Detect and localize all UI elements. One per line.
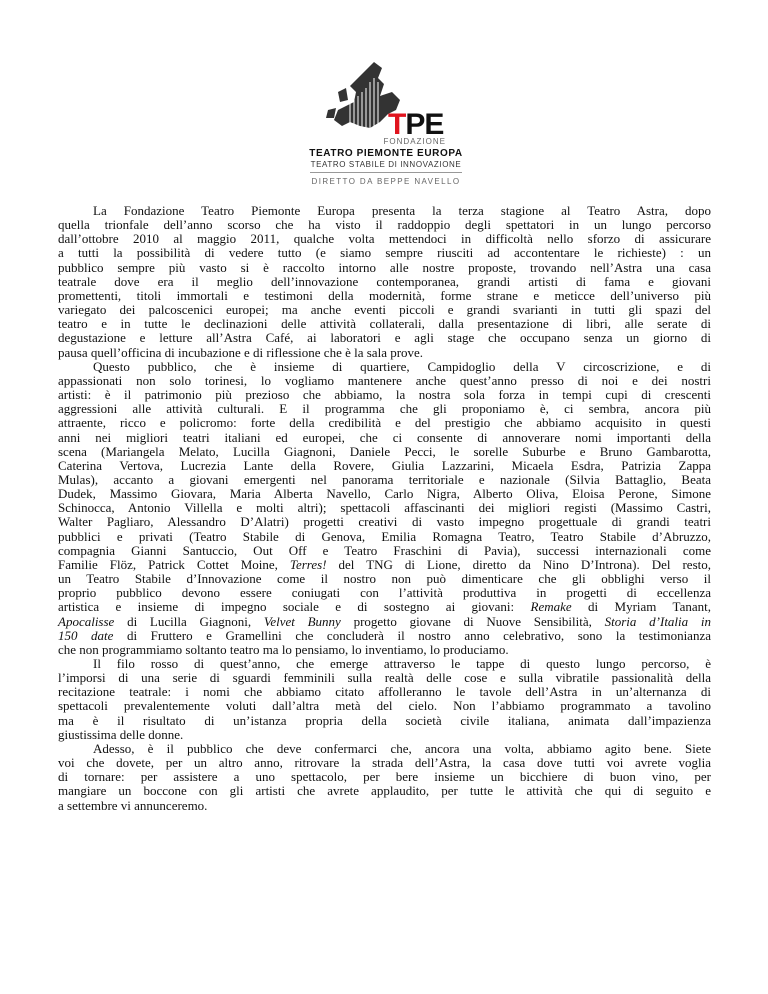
paragraph-line: spettacoli prevalentemente voluti dall’altra metà del cielo. Non l’abbiamo programmato a tavolino [58,698,711,714]
logo-fondazione: FONDAZIONE [383,137,446,146]
text-segment: di Fruttero e Gramellini che concluderà il nostro anno celebrativo, sono la testimonianza [113,627,711,643]
paragraph-line: Questo pubblico, che è insieme di quartiere, Campidoglio della V circoscrizione, e di [93,358,711,374]
tpe-logo [296,58,476,198]
logo-director: DIRETTO DA BEPPE NAVELLO [311,177,461,186]
logo-graphic [326,58,446,136]
paragraph-line: La Fondazione Teatro Piemonte Europa presenta la terza stagione al Teatro Astra, dopo [93,203,711,218]
paragraph-line: variegato dei palcoscenici europei; ma anche eventi piccoli e grandi svarianti in tutti gli spazi del [58,302,711,318]
paragraph-line: quella trionfale dell’anno scorso che ha visto il raddoppio degli spettatori in un lungo percorso [58,217,711,233]
svg-text:TPE [388,108,443,136]
text-segment: di Myriam Tanant, [571,599,711,615]
paragraph-line: voi che dovete, per un altro anno, ritrovare la strada dell’Astra, la casa dove tutti voi avrete voglia [58,755,711,771]
paragraph-line: ma è il risultato di un’istanza propria della società civile italiana, animata dall’impazienza [58,712,711,728]
paragraph-line: mangiare un boccone con gli artisti che avrete applaudito, per tutte le attività che qui di seguito e [58,783,711,799]
text-segment: di Lucilla Giagnoni, [114,613,264,629]
paragraph-line: aggressioni alle attività culturali. E il programma che gli proponiamo è, ci sembra, ancora più [58,401,711,417]
logo-subtitle: TEATRO STABILE DI INNOVAZIONE [310,160,462,169]
paragraph-line: pausa quell’officina di incubazione e di riflessione che è la sala prove. [58,344,424,360]
italic-title: Storia d’Italia in [604,613,712,629]
paragraph-line: Il filo rosso di quest’anno, che emerge attraverso le tappe di questo lungo percorso, è [93,656,711,671]
paragraph-line: un Teatro Stabile d’Innovazione come il nostro non può dimenticare che gli obblighi verso il [58,571,711,587]
paragraph-line: recitazione teatrale: i nomi che abbiamo citato affolleranno le tavole dell’Astra in un’alternanza di [58,684,711,700]
italic-title: Velvet Bunny [263,613,341,629]
paragraph-line [58,600,711,614]
logo-mark-t: T [388,108,406,136]
logo-divider [310,172,462,173]
text-segment: progetto giovane di Nuove Sensibilità, [340,613,605,629]
paragraph-line: promettenti, titoli immortali e testimoni della modernità, forme strane e meticce dell’universo più [58,287,711,303]
paragraph-line: Dudek, Massimo Giovara, Maria Alberta Navello, Carlo Nigra, Alberto Oliva, Eloisa Perone, Simone [58,486,711,502]
paragraph-line: compagnia Gianni Santuccio, Out Off e Teatro Fraschini di Pavia), successi internazionali come [58,542,711,558]
paragraph-line: a tutti la possibilità di vedere tutto (e siamo sempre riusciti ad accontentare le richieste) : un [58,245,711,261]
europe-map-icon [326,58,446,136]
paragraph-line [58,615,711,629]
paragraph-line: Mulas), accanto a giovani emergenti nel panorama territoriale e nazionale (Silvia Battaglio, Beata [58,471,711,487]
paragraph-line: Schinocca, Antonio Villella e molti altri); spettacoli affascinanti dei migliori registi (Massimo Castri, [58,500,711,516]
paragraph-line: di tornare: per assistere a uno spettacolo, per bere insieme un bicchiere di buon vino, per [58,769,711,785]
italic-title: Terres! [289,556,327,572]
paragraph-line: pubblico sempre più vasto si è raccolto intorno alle nostre proposte, trovando nell’Astra una casa [58,259,711,275]
paragraph-line: teatro e in tutte le declinazioni delle attività collaterali, dalla presentazione di libri, alle serate di [58,316,711,332]
paragraph-line: degustazione e letture all’Astra Café, ai laboratori e agli stage che occupano senza un giorno di [58,330,711,346]
paragraph-line: Walter Pagliaro, Alessandro D’Alatri) progetti creativi di vasto impegno progettuale di grandi teatri [58,514,711,530]
paragraph-line: Caterina Vertova, Lucrezia Lante della Rovere, Giulia Lazzarini, Micaela Esdra, Patrizia Zappa [58,457,711,473]
logo-name: TEATRO PIEMONTE EUROPA [309,148,463,159]
paragraph-line: l’imporsi di una serie di sguardi femminili sulla realtà delle cose e sulla vibratile passionalità della [58,670,711,686]
paragraph-line: Adesso, è il pubblico che deve confermarci che, ancora una volta, abbiamo agito bene. Siete [93,740,711,756]
paragraph-line: teatrale dove era il meglio dell’innovazione contemporanea, grandi artisti di fama e giovani [58,273,711,289]
paragraph-line: appassionati non solo torinesi, lo vogliamo mantenere anche quest’anno presso di noi e dei nostri [58,372,711,388]
paragraph-line: pubblici e privati (Teatro Stabile di Genova, Emilia Romagna Teatro, Teatro Stabile d’Abruzzo, [58,528,711,544]
document-body [58,204,711,813]
paragraph-line [58,629,711,643]
logo-mark-pe: PE [405,108,444,136]
italic-title: 150 date [58,627,114,643]
text-segment: del TNG di Lione, diretto da Nino D’Introna). Del resto, [326,556,711,572]
paragraph-line: anni nei migliori teatri italiani ed europei, che ci consente di annoverare nomi importanti della [58,429,711,445]
italic-title: Remake [530,599,572,615]
paragraph-line [58,558,711,572]
paragraph-line: dall’ottobre 2010 al maggio 2011, qualche volta mettendoci in difficoltà nello sforzo di assicurare [58,231,711,247]
paragraph-line: a settembre vi annunceremo. [58,797,208,813]
paragraph-line: scena (Mariangela Melato, Lucilla Giagnoni, Daniele Pecci, le sorelle Suburbe e Bruno Gambarotta, [58,443,711,459]
italic-title: Apocalisse [58,613,115,629]
text-segment: artistica e insieme di impegno sociale e di sostegno ai giovani: [58,599,531,615]
paragraph-line: proprio pubblico devono essere coniugati con l’attività produttiva in progetti di eccellenza [58,585,711,601]
paragraph-line: attraente, ricco e policromo: forte della credibilità e del prestigio che abbiamo acquisito in questi [58,415,711,431]
text-segment: Familie Flöz, Patrick Cottet Moine, [58,556,290,572]
paragraph-line: artisti: è il patrimonio più prezioso che abbiamo, la nostra sola forza in tempi cupi di crescenti [58,387,711,403]
paragraph-line: giustissima delle donne. [58,726,184,742]
paragraph-line: che non programmiamo soltanto teatro ma lo pensiamo, lo inventiamo, lo produciamo. [58,641,509,657]
